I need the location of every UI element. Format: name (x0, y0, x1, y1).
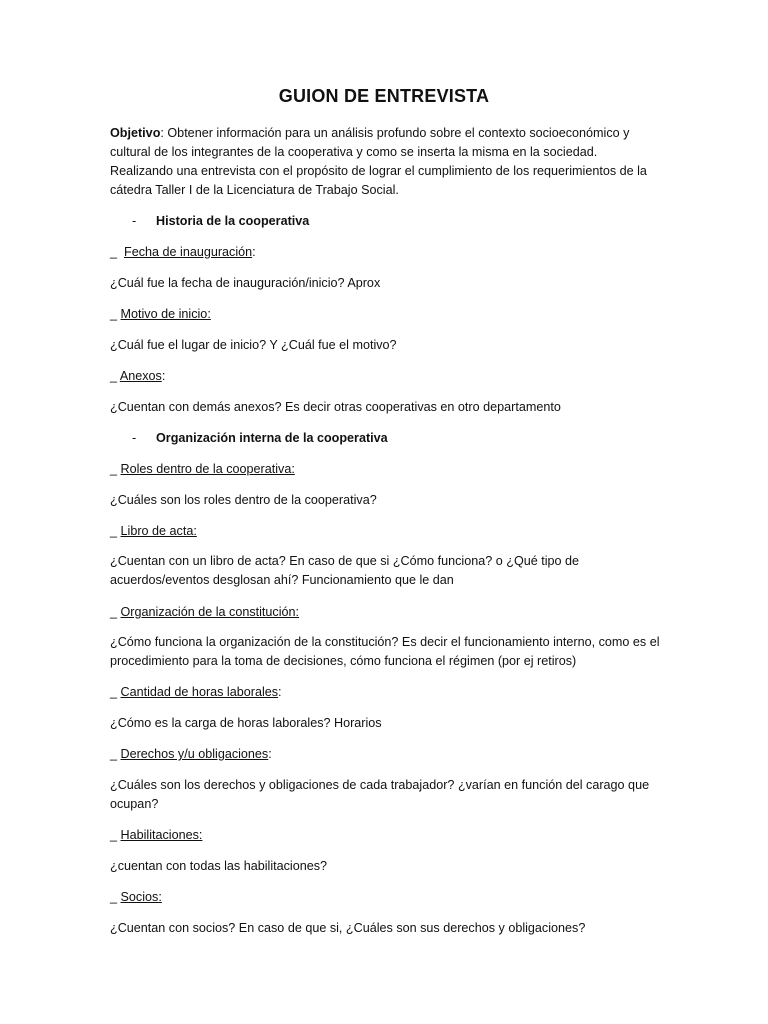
item-question-motivo: ¿Cuál fue el lugar de inicio? Y ¿Cuál fue el motivo? (110, 338, 397, 352)
objective-label: Objetivo (110, 126, 161, 140)
item-label-text: Fecha de inauguración (124, 245, 253, 259)
objective-paragraph (110, 124, 660, 200)
item-label-roles: _ Roles dentro de la cooperativa: (110, 462, 295, 476)
item-label-derechos: _ Derechos y/u obligaciones: (110, 747, 272, 761)
item-label-text: Libro de acta: (120, 524, 197, 538)
section-title: Historia de la cooperativa (156, 214, 310, 228)
item-question-anexos: ¿Cuentan con demás anexos? Es decir otras cooperativas en otro departamento (110, 400, 561, 414)
item-label-text: Organización de la constitución: (120, 605, 300, 619)
item-label-text: Roles dentro de la cooperativa: (120, 462, 295, 476)
item-label-horas: _ Cantidad de horas laborales: (110, 685, 282, 699)
item-label-text: Anexos (119, 369, 162, 383)
item-label-text: Cantidad de horas laborales (120, 685, 279, 699)
item-label-fecha: _ Fecha de inauguración: (110, 245, 256, 259)
item-label-constitucion: _ Organización de la constitución: (110, 605, 300, 619)
item-question-libro: ¿Cuentan con un libro de acta? En caso de que si ¿Cómo funciona? o ¿Qué tipo de acuerdos/eventos desglosan ahí? Funcionamiento que le dan (110, 554, 580, 587)
section-bullet: - (132, 431, 137, 445)
item-label-socios: _ Socios: (110, 890, 162, 904)
item-label-motivo: _ Motivo de inicio: (110, 307, 211, 321)
item-question-fecha: ¿Cuál fue la fecha de inauguración/inicio? Aprox (110, 276, 381, 290)
item-label-text: Socios: (120, 890, 162, 904)
item-question-socios: ¿Cuentan con socios? En caso de que si, ¿Cuáles son sus derechos y obligaciones? (110, 921, 586, 935)
item-label-text: Habilitaciones: (120, 828, 203, 842)
item-question-habilitaciones: ¿cuentan con todas las habilitaciones? (110, 859, 328, 873)
item-label-text: Motivo de inicio: (120, 307, 211, 321)
objective-text: : Obtener información para un análisis profundo sobre el contexto socioeconómico y cultural de los integrantes de la cooperativa y como se inserta la misma en la sociedad. Realizando una entrevista con el propósito de lograr el cumplimiento de los requerimientos de la cátedra Taller I de la Licenciatura de Trabajo Social. (110, 126, 647, 197)
item-label-libro: _ Libro de acta: (110, 524, 197, 538)
item-label-text: Derechos y/u obligaciones (120, 747, 269, 761)
item-label-anexos: _ Anexos: (110, 369, 166, 383)
item-label-habilitaciones: _ Habilitaciones: (110, 828, 203, 842)
section-bullet: - (132, 214, 137, 228)
item-question-horas: ¿Cómo es la carga de horas laborales? Horarios (110, 716, 382, 730)
item-question-constitucion: ¿Cómo funciona la organización de la constitución? Es decir el funcionamiento interno, como es el procedimiento para la toma de decisiones, cómo funciona el régimen (por ej retiros) (110, 635, 660, 668)
item-question-roles: ¿Cuáles son los roles dentro de la cooperativa? (110, 493, 377, 507)
item-question-derechos: ¿Cuáles son los derechos y obligaciones de cada trabajador? ¿varían en función del carago que ocupan? (110, 778, 650, 811)
page-title: GUION DE ENTREVISTA (278, 86, 490, 106)
section-title: Organización interna de la cooperativa (156, 431, 388, 445)
